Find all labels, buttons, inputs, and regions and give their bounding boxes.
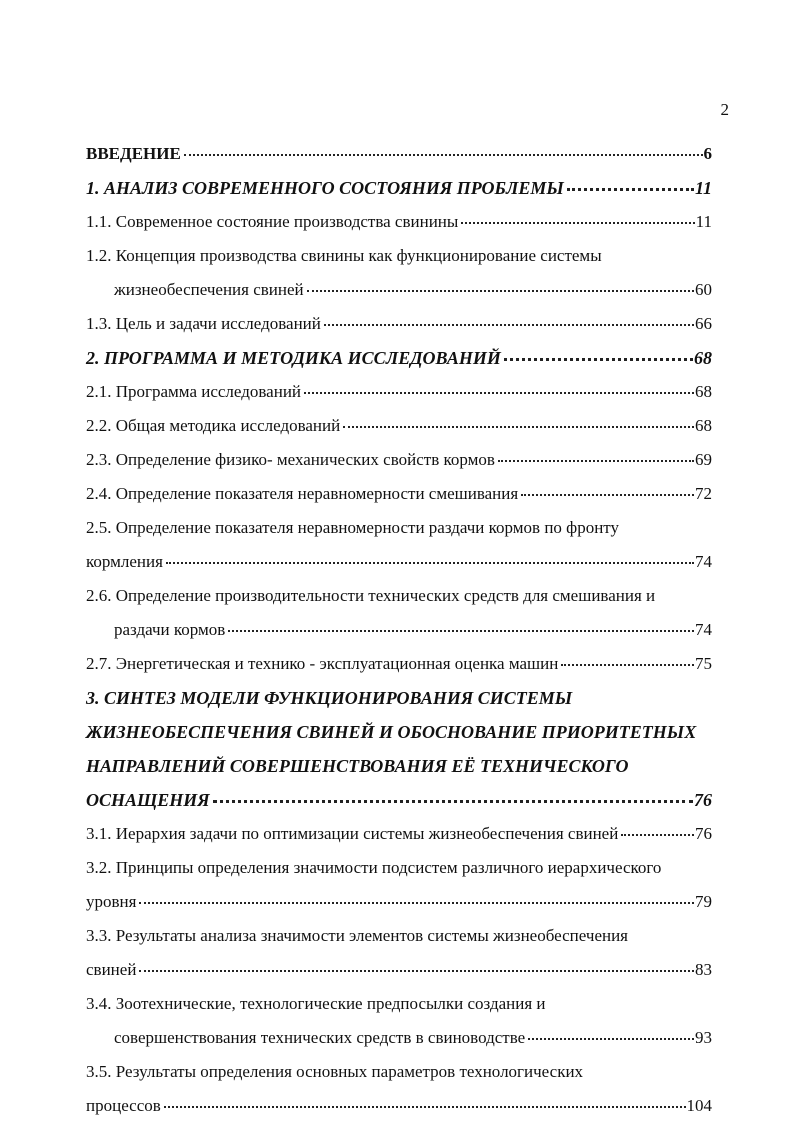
toc-chapter-title: 1. АНАЛИЗ СОВРЕМЕННОГО СОСТОЯНИЯ ПРОБЛЕМЫ (86, 178, 564, 198)
toc-entry-1-2-line2 (86, 272, 712, 306)
toc-page-number: 74 (695, 552, 712, 571)
toc-page-number: 104 (686, 1096, 712, 1115)
toc-entry-2-5-line1 (86, 510, 712, 544)
toc-page-number: 68 (695, 416, 712, 435)
toc-entry-2-7 (86, 646, 712, 680)
toc-page-number: 11 (694, 178, 712, 198)
toc-entry-3-5-line1 (86, 1054, 712, 1088)
toc-entry-2-6-line2 (86, 612, 712, 646)
dot-leader (567, 188, 694, 191)
dot-leader (343, 426, 694, 428)
toc-page-number: 60 (695, 280, 712, 299)
toc-chapter-title-continued: ОСНАЩЕНИЯ (86, 790, 210, 810)
toc-entry-3-3-line2 (86, 952, 712, 986)
toc-chapter-2 (86, 340, 712, 374)
dot-leader (521, 494, 694, 496)
dot-leader (307, 290, 694, 292)
dot-leader (461, 222, 694, 224)
toc-entry-title-continued: раздачи кормов (114, 620, 226, 639)
dot-leader (139, 970, 694, 972)
toc-entry-2-4 (86, 476, 712, 510)
toc-entry-3-1 (86, 816, 712, 850)
toc-entry-2-3 (86, 442, 712, 476)
toc-page-number: 11 (695, 212, 712, 231)
toc-entry-title: 2.2. Общая методика исследований (86, 416, 341, 435)
toc-entry-title-continued: уровня (86, 892, 137, 911)
toc-entry-title: 3.4. Зоотехнические, технологические предпосылки создания и (86, 994, 546, 1013)
toc-entry-title: 3.5. Результаты определения основных параметров технологических (86, 1062, 584, 1081)
toc-page-number: 83 (695, 960, 712, 979)
toc-page-number: 68 (695, 382, 712, 401)
dot-leader (184, 154, 703, 156)
toc-entry-3-5-line2 (86, 1088, 712, 1122)
toc-entry-title-continued: кормления (86, 552, 163, 571)
toc-entry-introduction (86, 136, 712, 170)
toc-entry-3-3-line1 (86, 918, 712, 952)
toc-page-number: 93 (695, 1028, 712, 1047)
toc-entry-title: 3.1. Иерархия задачи по оптимизации системы жизнеобеспечения свиней (86, 824, 619, 843)
toc-entry-title: 1.3. Цель и задачи исследований (86, 314, 321, 333)
toc-chapter-3-line4 (86, 782, 712, 816)
toc-page-number: 75 (695, 654, 712, 673)
toc-entry-2-5-line2 (86, 544, 712, 578)
toc-entry-title: 3.3. Результаты анализа значимости элементов системы жизнеобеспечения (86, 926, 628, 945)
toc-page-number: 79 (695, 892, 712, 911)
toc-entry-title: 2.1. Программа исследований (86, 382, 302, 401)
toc-entry-title-continued: совершенствования технических средств в свиноводстве (114, 1028, 526, 1047)
toc-entry-title: 1.2. Концепция производства свинины как функционирование системы (86, 246, 602, 265)
toc-chapter-title-continued: ЖИЗНЕОБЕСПЕЧЕНИЯ СВИНЕЙ И ОБОСНОВАНИЕ ПРИОРИТЕТНЫХ (86, 722, 697, 742)
toc-entry-2-6-line1 (86, 578, 712, 612)
dot-leader (304, 392, 694, 394)
dot-leader (498, 460, 694, 462)
toc-chapter-title: 2. ПРОГРАММА И МЕТОДИКА ИССЛЕДОВАНИЙ (86, 348, 501, 368)
dot-leader (213, 800, 693, 803)
toc-entry-1-1 (86, 204, 712, 238)
toc-entry-3-4-line1 (86, 986, 712, 1020)
toc-entry-title-continued: жизнеобеспечения свиней (114, 280, 304, 299)
toc-entry-title-continued: свиней (86, 960, 137, 979)
toc-entry-title-continued: процессов (86, 1096, 161, 1115)
toc-chapter-3-line3 (86, 748, 712, 782)
toc-chapter-1 (86, 170, 712, 204)
toc-page-number: 74 (695, 620, 712, 639)
dot-leader (561, 664, 694, 666)
toc-entry-2-2 (86, 408, 712, 442)
toc-page-number: 69 (695, 450, 712, 469)
toc-page-number: 6 (703, 144, 712, 163)
toc-page-number: 66 (695, 314, 712, 333)
toc-chapter-3-line1 (86, 680, 712, 714)
toc-page-number: 76 (694, 790, 712, 810)
dot-leader (528, 1038, 694, 1040)
toc-entry-1-3 (86, 306, 712, 340)
dot-leader (324, 324, 694, 326)
toc-entry-3-4-line2 (86, 1020, 712, 1054)
dot-leader (166, 562, 694, 564)
toc-entry-title: 2.7. Энергетическая и технико - эксплуатационная оценка машин (86, 654, 559, 673)
page-number: 2 (720, 100, 729, 119)
dot-leader (164, 1106, 686, 1108)
dot-leader (621, 834, 694, 836)
toc-entry-title: 3.2. Принципы определения значимости подсистем различного иерархического (86, 858, 662, 877)
toc-page-number: 68 (694, 348, 712, 368)
toc-chapter-title: 3. СИНТЕЗ МОДЕЛИ ФУНКЦИОНИРОВАНИЯ СИСТЕМЫ (86, 688, 573, 708)
toc-entry-3-2-line1 (86, 850, 712, 884)
dot-leader (139, 902, 694, 904)
dot-leader (228, 630, 694, 632)
dot-leader (504, 358, 693, 361)
toc-entry-title: 1.1. Современное состояние производства свинины (86, 212, 459, 231)
toc-entry-title: 2.3. Определение физико- механических свойств кормов (86, 450, 495, 469)
toc-entry-title: 2.6. Определение производительности технических средств для смешивания и (86, 586, 656, 605)
toc-entry-title: 2.4. Определение показателя неравномерности смешивания (86, 484, 519, 503)
toc-chapter-3-line2 (86, 714, 712, 748)
toc-chapter-title-continued: НАПРАВЛЕНИЙ СОВЕРШЕНСТВОВАНИЯ ЕЁ ТЕХНИЧЕСКОГО (86, 756, 629, 776)
toc-entry-title: ВВЕДЕНИЕ (86, 144, 181, 163)
toc-page-number: 76 (695, 824, 712, 843)
toc-entry-2-1 (86, 374, 712, 408)
toc-entry-1-2-line1 (86, 238, 712, 272)
toc-entry-3-2-line2 (86, 884, 712, 918)
toc-page-number: 72 (695, 484, 712, 503)
table-of-contents (86, 136, 712, 1122)
toc-entry-title: 2.5. Определение показателя неравномерности раздачи кормов по фронту (86, 518, 619, 537)
